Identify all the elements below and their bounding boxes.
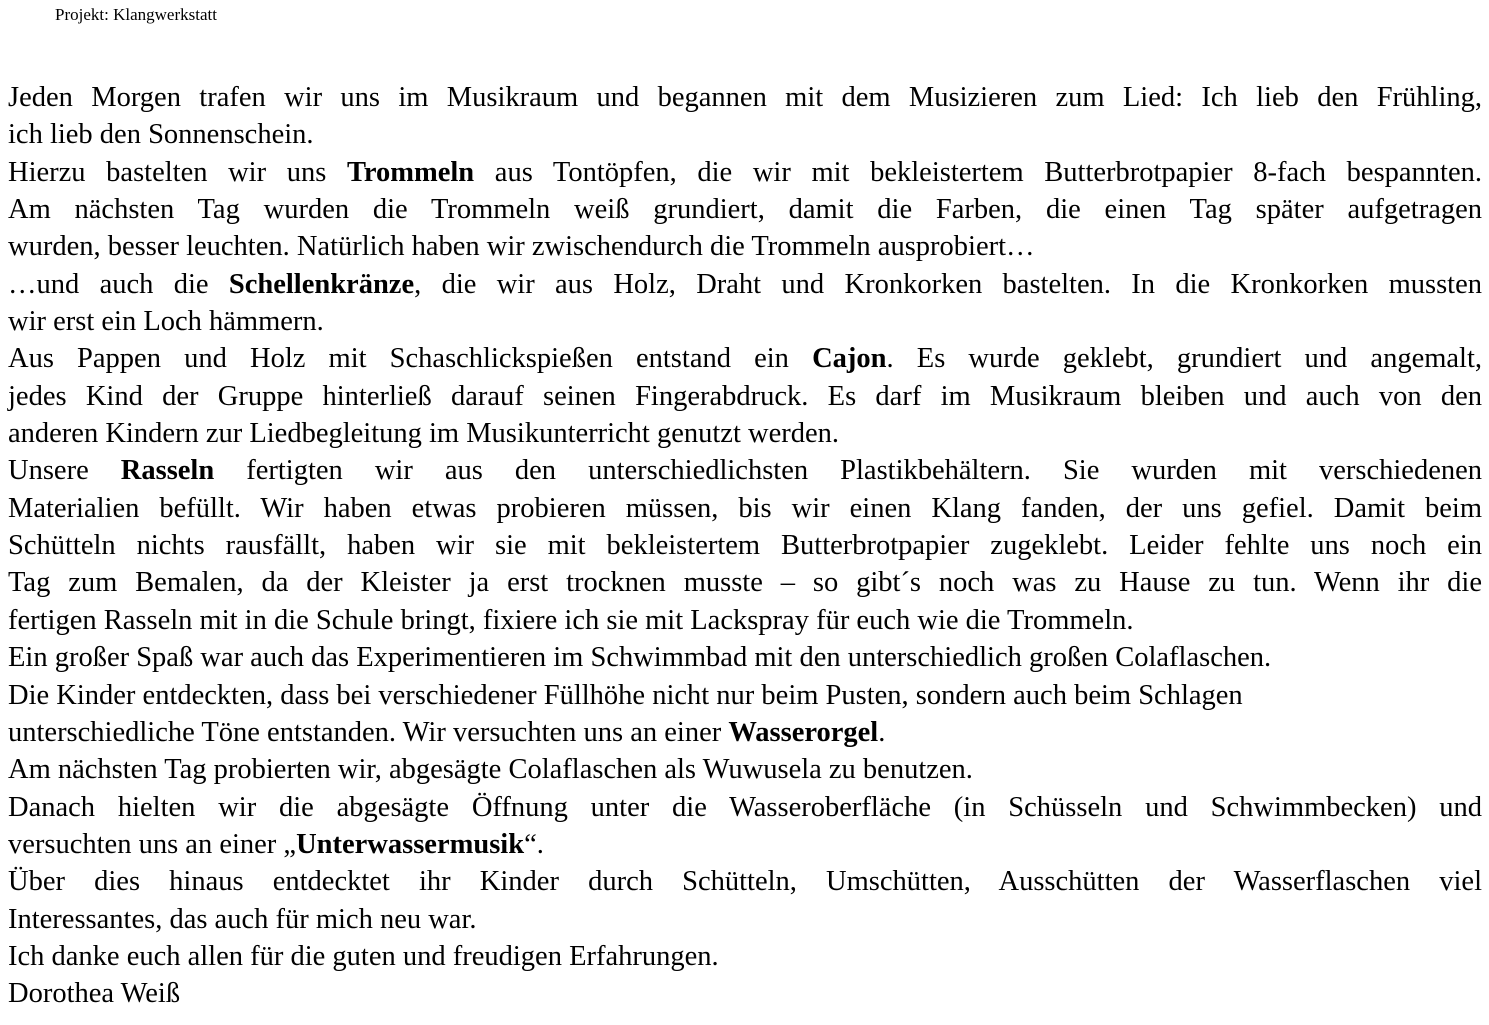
bold-text-segment: Trommeln (346, 156, 475, 188)
text-segment: Schütteln nichts rausfällt, haben wir sie mit bekleistertem Butterbrotpapier zugeklebt. Leider fehlte uns noch ein (8, 530, 1482, 562)
text-segment: Ein großer Spaß war auch das Experimentieren im Schwimmbad mit den unterschiedlich großen Colaflaschen. (8, 642, 1272, 674)
text-segment: jedes Kind der Gruppe hinterließ darauf seinen Fingerabdruck. Es darf im Musikraum bleiben und auch von den (8, 380, 1482, 412)
text-line (8, 452, 1482, 489)
text-line (8, 677, 1482, 714)
text-segment: Die Kinder entdeckten, dass bei verschiedener Füllhöhe nicht nur beim Pusten, sondern auch beim Schlagen (8, 679, 1243, 711)
document-body (8, 79, 1482, 1013)
text-segment: …und auch die (8, 268, 229, 300)
text-segment: Aus Pappen und Holz mit Schaschlickspießen entstand ein (8, 343, 813, 375)
text-segment: fertigen Rasseln mit in die Schule bringt, fixiere ich sie mit Lackspray für euch wie die Trommeln. (8, 604, 1134, 636)
text-line (8, 415, 1482, 452)
text-line (8, 490, 1482, 527)
bold-text-segment: Schellenkränze (228, 268, 415, 300)
text-segment: Ich danke euch allen für die guten und freudigen Erfahrungen. (8, 940, 719, 972)
text-segment: fertigten wir aus den unterschiedlichsten Plastikbehältern. Sie wurden mit verschiedenen (214, 455, 1482, 487)
text-segment: wurden, besser leuchten. Natürlich haben wir zwischendurch die Trommeln ausprobiert… (8, 231, 1035, 263)
text-line (8, 639, 1482, 676)
text-line (8, 79, 1482, 116)
page-title: Projekt: Klangwerkstatt (55, 5, 217, 24)
text-segment: Über dies hinaus entdecktet ihr Kinder durch Schütteln, Umschütten, Ausschütten der Wasserflaschen viel (8, 866, 1482, 898)
text-line (8, 340, 1482, 377)
text-line (8, 191, 1482, 228)
text-line (8, 303, 1482, 340)
text-segment: wir erst ein Loch hämmern. (8, 306, 324, 338)
text-segment: Am nächsten Tag wurden die Trommeln weiß grundiert, damit die Farben, die einen Tag später aufgetragen (8, 194, 1482, 226)
bold-text-segment: Wasserorgel (728, 716, 879, 748)
text-segment: Tag zum Bemalen, da der Kleister ja erst trocknen musste – so gibt´s noch was zu Hause zu tun. Wenn ihr die (8, 567, 1482, 599)
text-line (8, 527, 1482, 564)
text-segment: “. (524, 828, 544, 860)
text-segment: versuchten uns an einer „ (8, 828, 297, 860)
text-line (8, 863, 1482, 900)
text-segment: Dorothea Weiß (8, 978, 181, 1010)
text-line (8, 154, 1482, 191)
bold-text-segment: Rasseln (120, 455, 215, 487)
text-segment: Materialien befüllt. Wir haben etwas probieren müssen, bis wir einen Klang fanden, der uns gefiel. Damit beim (8, 492, 1482, 524)
text-line (8, 975, 1482, 1012)
text-segment: , die wir aus Holz, Draht und Kronkorken bastelten. In die Kronkorken mussten (414, 268, 1482, 300)
text-line (8, 564, 1482, 601)
text-line (8, 826, 1482, 863)
text-segment: Am nächsten Tag probierten wir, abgesägte Colaflaschen als Wuwusela zu benutzen. (8, 754, 973, 786)
text-segment: aus Tontöpfen, die wir mit bekleistertem Butterbrotpapier 8-fach bespannten. (474, 156, 1482, 188)
text-line (8, 266, 1482, 303)
text-segment: Danach hielten wir die abgesägte Öffnung unter die Wasseroberfläche (in Schüsseln und Schwimmbecken) und (8, 791, 1482, 823)
text-segment: unterschiedliche Töne entstanden. Wir versuchten uns an einer (8, 716, 729, 748)
text-segment: . (878, 716, 886, 748)
bold-text-segment: Unterwassermusik (296, 828, 525, 860)
text-line (8, 116, 1482, 153)
text-line (8, 938, 1482, 975)
text-line (8, 714, 1482, 751)
text-line (8, 228, 1482, 265)
text-line (8, 901, 1482, 938)
text-line (8, 378, 1482, 415)
text-segment: ich lieb den Sonnenschein. (8, 119, 314, 151)
text-segment: Jeden Morgen trafen wir uns im Musikraum und begannen mit dem Musizieren zum Lied: Ich lieb den Frühling, (8, 82, 1482, 113)
text-segment: . Es wurde geklebt, grundiert und angemalt, (886, 343, 1483, 375)
text-segment: anderen Kindern zur Liedbegleitung im Musikunterricht genutzt werden. (8, 418, 839, 450)
text-segment: Unsere (8, 455, 121, 487)
bold-text-segment: Cajon (812, 343, 887, 375)
text-line (8, 789, 1482, 826)
text-line (8, 602, 1482, 639)
text-segment: Hierzu bastelten wir uns (8, 156, 347, 188)
text-segment: Interessantes, das auch für mich neu war. (8, 903, 477, 935)
text-line (8, 751, 1482, 788)
